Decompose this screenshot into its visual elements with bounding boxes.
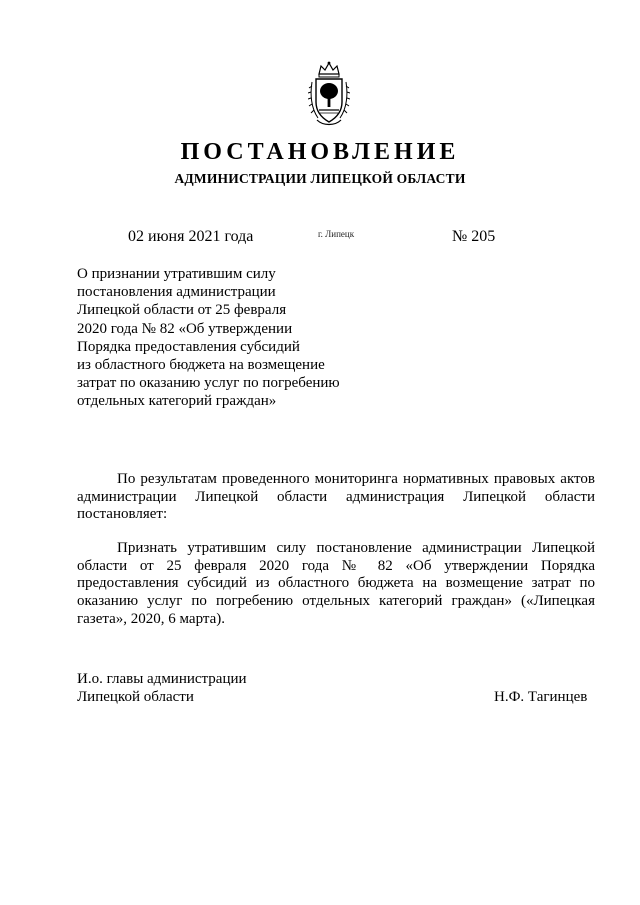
body-line: Признать утратившим силу постановление администрации Липецкой: [117, 540, 595, 556]
title-line: из областного бюджета на возмещение: [77, 357, 325, 374]
body-line: постановляет:: [77, 506, 168, 523]
body-line: предоставления субсидий из областного бюджета на возмещение затрат по: [77, 575, 595, 592]
document-number: № 205: [452, 228, 496, 245]
body-line: По результатам проведенного мониторинга нормативных правовых актов: [117, 471, 595, 487]
body-line: области от 25 февраля 2020 года № 82 «Об утверждении Порядка: [77, 557, 595, 574]
document-date: 02 июня 2021 года: [128, 228, 254, 245]
coat-of-arms-emblem: [308, 60, 350, 128]
document-type-heading: ПОСТАНОВЛЕНИЕ: [180, 139, 460, 165]
signatory-name: Н.Ф. Тагинцев: [494, 689, 588, 705]
title-line: затрат по оказанию услуг по погребению: [77, 375, 340, 392]
signatory-position-line: И.о. главы администрации: [77, 671, 247, 687]
signatory-position: [77, 670, 247, 706]
title-line: Липецкой области от 25 февраля: [77, 302, 287, 319]
body-line: администрации Липецкой области администрация Липецкой области: [77, 488, 595, 505]
body-line: газета», 2020, 6 марта).: [77, 610, 226, 627]
body-paragraph-1: [77, 471, 595, 524]
title-line: отдельных категорий граждан»: [77, 393, 277, 410]
issuer-heading: АДМИНИСТРАЦИИ ЛИПЕЦКОЙ ОБЛАСТИ: [174, 171, 466, 186]
body-paragraph-2: [77, 540, 595, 629]
body-line: оказанию услуг по погребению отдельных категорий граждан» («Липецкая: [77, 593, 595, 610]
document-title: [77, 265, 340, 411]
title-line: Порядка предоставления субсидий: [77, 338, 300, 355]
title-line: 2020 года № 82 «Об утверждении: [77, 320, 293, 337]
title-line: О признании утратившим силу: [77, 266, 276, 282]
title-line: постановления администрации: [77, 284, 276, 301]
signatory-position-line: Липецкой области: [77, 689, 194, 705]
document-city: г. Липецк: [318, 229, 355, 239]
